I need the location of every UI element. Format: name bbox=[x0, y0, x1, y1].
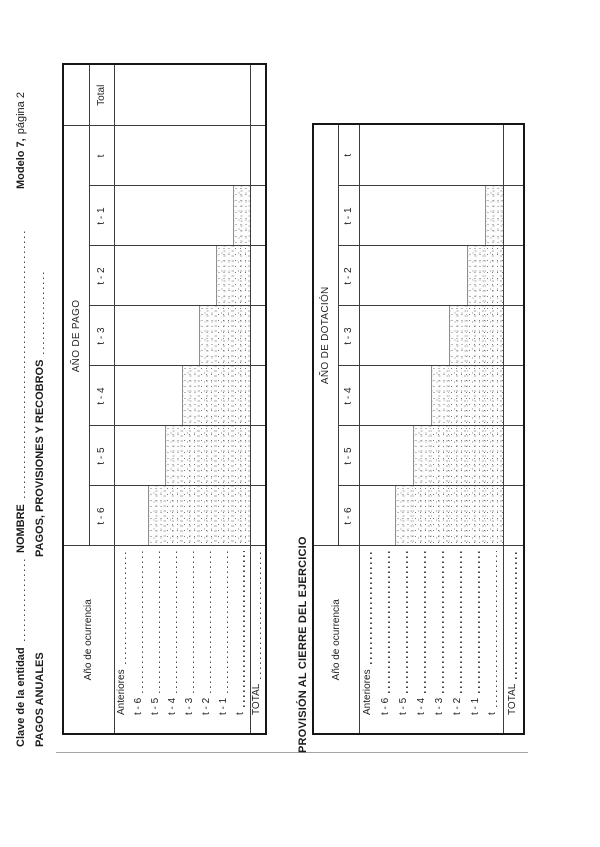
row-label-t5: t - 5 bbox=[395, 546, 413, 734]
name-field bbox=[15, 227, 27, 553]
data-cell bbox=[165, 366, 182, 426]
blocked-cell bbox=[165, 426, 182, 486]
total-cell bbox=[250, 64, 266, 126]
data-cell bbox=[377, 186, 395, 246]
col-header-t6: t - 6 bbox=[89, 486, 114, 546]
data-cell bbox=[413, 124, 431, 186]
dotted-leader bbox=[125, 552, 126, 665]
data-cell bbox=[449, 124, 467, 186]
col-header-total: Total bbox=[89, 64, 114, 126]
data-cell bbox=[165, 126, 182, 186]
blocked-cell bbox=[233, 306, 250, 366]
row-label-t6: t - 6 bbox=[377, 546, 395, 734]
blocked-cell bbox=[165, 486, 182, 546]
data-cell bbox=[449, 246, 467, 306]
table-row bbox=[431, 124, 449, 734]
row-label-anteriores: Anteriores bbox=[359, 546, 377, 734]
row-label-t6: t - 6 bbox=[131, 546, 148, 734]
data-cell bbox=[395, 306, 413, 366]
total-cell bbox=[503, 186, 524, 246]
data-cell bbox=[233, 126, 250, 186]
total-cell bbox=[503, 486, 524, 546]
data-cell bbox=[199, 186, 216, 246]
total-row-label: TOTAL bbox=[503, 546, 524, 734]
total-cell bbox=[503, 366, 524, 426]
table-row bbox=[413, 124, 431, 734]
entity-key-field bbox=[15, 557, 27, 747]
blocked-cell bbox=[199, 486, 216, 546]
margin-rule-line bbox=[56, 752, 528, 753]
dotted-leader bbox=[24, 229, 25, 498]
col-header-t2: t - 2 bbox=[338, 246, 359, 306]
blocked-cell bbox=[485, 186, 503, 246]
blocked-cell bbox=[485, 486, 503, 546]
data-cell bbox=[148, 64, 165, 126]
data-cell bbox=[148, 246, 165, 306]
dotted-leader bbox=[388, 552, 389, 693]
data-cell bbox=[233, 64, 250, 126]
col-header-t3: t - 3 bbox=[338, 306, 359, 366]
data-cell bbox=[131, 186, 148, 246]
payment-year-group-header: AÑO DE PAGO bbox=[63, 126, 89, 546]
table-row bbox=[449, 124, 467, 734]
total-cell bbox=[503, 246, 524, 306]
data-cell bbox=[377, 124, 395, 186]
blocked-cell bbox=[199, 366, 216, 426]
row-label-t: t bbox=[233, 546, 250, 734]
blocked-cell bbox=[199, 306, 216, 366]
data-cell bbox=[413, 186, 431, 246]
total-cell bbox=[250, 126, 266, 186]
dotted-leader bbox=[142, 552, 143, 693]
data-cell bbox=[131, 64, 148, 126]
entity-key-label: Clave de la entidad bbox=[15, 647, 27, 747]
row-label-anteriores: Anteriores bbox=[114, 546, 131, 734]
data-cell bbox=[131, 126, 148, 186]
blocked-cell bbox=[233, 186, 250, 246]
provision-runoff-table bbox=[312, 123, 525, 735]
data-cell bbox=[131, 366, 148, 426]
blocked-cell bbox=[467, 366, 485, 426]
row-label-t1: t - 1 bbox=[216, 546, 233, 734]
data-cell bbox=[395, 124, 413, 186]
data-cell bbox=[216, 126, 233, 186]
total-cell bbox=[503, 124, 524, 186]
provision-year-group-header: AÑO DE DOTACIÓN bbox=[313, 124, 338, 546]
dotted-leader bbox=[227, 552, 228, 693]
table-row bbox=[114, 64, 131, 734]
col-header-t: t bbox=[89, 126, 114, 186]
data-cell bbox=[131, 246, 148, 306]
dotted-leader bbox=[370, 552, 371, 665]
data-cell bbox=[413, 246, 431, 306]
dotted-leader bbox=[43, 272, 44, 354]
occurrence-year-header: Año de ocurrencia bbox=[313, 546, 359, 734]
data-cell bbox=[377, 426, 395, 486]
data-cell bbox=[114, 126, 131, 186]
data-cell bbox=[114, 426, 131, 486]
data-cell bbox=[114, 306, 131, 366]
data-cell bbox=[131, 486, 148, 546]
blocked-cell bbox=[233, 366, 250, 426]
blocked-cell bbox=[449, 306, 467, 366]
data-cell bbox=[131, 306, 148, 366]
table-row bbox=[467, 124, 485, 734]
col-header-t6: t - 6 bbox=[338, 486, 359, 546]
data-cell bbox=[395, 426, 413, 486]
blocked-cell bbox=[467, 426, 485, 486]
data-cell bbox=[359, 186, 377, 246]
data-cell bbox=[148, 366, 165, 426]
data-cell bbox=[182, 246, 199, 306]
blocked-cell bbox=[485, 306, 503, 366]
dotted-leader bbox=[406, 552, 407, 693]
data-cell bbox=[359, 124, 377, 186]
data-cell bbox=[359, 486, 377, 546]
dotted-leader bbox=[176, 552, 177, 693]
total-column-spacer-cell bbox=[63, 64, 89, 126]
row-label-t2: t - 2 bbox=[449, 546, 467, 734]
dotted-leader bbox=[478, 552, 479, 693]
model-number: Modelo 7, bbox=[15, 138, 27, 189]
total-cell bbox=[503, 306, 524, 366]
total-row-label: TOTAL bbox=[250, 546, 266, 734]
data-cell bbox=[467, 124, 485, 186]
data-cell bbox=[148, 126, 165, 186]
table-row bbox=[182, 64, 199, 734]
payments-provisions-text: PAGOS, PROVISIONES Y RECOBROS bbox=[34, 359, 46, 557]
dotted-leader bbox=[193, 552, 194, 693]
data-cell bbox=[165, 306, 182, 366]
blocked-cell bbox=[395, 486, 413, 546]
dotted-leader bbox=[159, 552, 160, 693]
total-row bbox=[503, 124, 524, 734]
data-cell bbox=[216, 186, 233, 246]
table-row bbox=[199, 64, 216, 734]
row-label-t5: t - 5 bbox=[148, 546, 165, 734]
blocked-cell bbox=[413, 426, 431, 486]
blocked-cell bbox=[467, 246, 485, 306]
data-cell bbox=[431, 306, 449, 366]
blocked-cell bbox=[485, 366, 503, 426]
blocked-cell bbox=[485, 426, 503, 486]
row-label-t3: t - 3 bbox=[182, 546, 199, 734]
total-cell bbox=[503, 426, 524, 486]
data-cell bbox=[395, 246, 413, 306]
data-cell bbox=[182, 306, 199, 366]
data-cell bbox=[182, 186, 199, 246]
dotted-leader bbox=[460, 552, 461, 693]
data-cell bbox=[431, 246, 449, 306]
blocked-cell bbox=[216, 246, 233, 306]
blocked-cell bbox=[431, 426, 449, 486]
table-row bbox=[165, 64, 182, 734]
data-cell bbox=[377, 366, 395, 426]
col-header-t2: t - 2 bbox=[89, 246, 114, 306]
data-cell bbox=[148, 306, 165, 366]
blocked-cell bbox=[431, 366, 449, 426]
blocked-cell bbox=[148, 486, 165, 546]
data-cell bbox=[431, 186, 449, 246]
total-cell bbox=[250, 486, 266, 546]
data-cell bbox=[148, 426, 165, 486]
data-cell bbox=[199, 64, 216, 126]
total-cell bbox=[250, 426, 266, 486]
data-cell bbox=[359, 306, 377, 366]
dotted-leader bbox=[515, 552, 516, 679]
data-cell bbox=[165, 186, 182, 246]
annual-payments-label: PAGOS ANUALES bbox=[34, 652, 46, 747]
data-cell bbox=[413, 366, 431, 426]
data-cell bbox=[377, 306, 395, 366]
dotted-leader bbox=[243, 552, 244, 708]
table-row bbox=[148, 64, 165, 734]
row-label-t: t bbox=[485, 546, 503, 734]
total-cell bbox=[250, 366, 266, 426]
table-row bbox=[359, 124, 377, 734]
blocked-cell bbox=[216, 426, 233, 486]
data-cell bbox=[431, 124, 449, 186]
col-header-t5: t - 5 bbox=[338, 426, 359, 486]
table-row bbox=[485, 124, 503, 734]
data-cell bbox=[413, 306, 431, 366]
table-row bbox=[131, 64, 148, 734]
data-cell bbox=[359, 426, 377, 486]
blocked-cell bbox=[467, 306, 485, 366]
col-header-t4: t - 4 bbox=[338, 366, 359, 426]
data-cell bbox=[131, 426, 148, 486]
table-row bbox=[377, 124, 395, 734]
row-label-t3: t - 3 bbox=[431, 546, 449, 734]
total-row bbox=[250, 64, 266, 734]
row-label-t4: t - 4 bbox=[165, 546, 182, 734]
dotted-leader bbox=[442, 552, 443, 693]
blocked-cell bbox=[182, 486, 199, 546]
data-cell bbox=[114, 64, 131, 126]
total-cell bbox=[250, 246, 266, 306]
payments-runoff-table bbox=[62, 63, 267, 735]
total-cell bbox=[250, 306, 266, 366]
total-cell bbox=[250, 186, 266, 246]
data-cell bbox=[199, 246, 216, 306]
blocked-cell bbox=[216, 486, 233, 546]
provision-section-title: PROVISIÓN AL CIERRE DEL EJERCICIO bbox=[297, 536, 309, 753]
blocked-cell bbox=[199, 426, 216, 486]
data-cell bbox=[216, 64, 233, 126]
blocked-cell bbox=[216, 306, 233, 366]
blocked-cell bbox=[431, 486, 449, 546]
data-cell bbox=[114, 366, 131, 426]
blocked-cell bbox=[233, 426, 250, 486]
dotted-leader bbox=[24, 559, 25, 641]
col-header-t5: t - 5 bbox=[89, 426, 114, 486]
data-cell bbox=[377, 486, 395, 546]
data-cell bbox=[359, 246, 377, 306]
col-header-t3: t - 3 bbox=[89, 306, 114, 366]
dotted-leader bbox=[496, 552, 497, 708]
blocked-cell bbox=[449, 366, 467, 426]
data-cell bbox=[114, 186, 131, 246]
blocked-cell bbox=[182, 426, 199, 486]
name-label: NOMBRE bbox=[15, 504, 27, 553]
data-cell bbox=[395, 186, 413, 246]
page-number: página 2 bbox=[15, 92, 27, 135]
data-cell bbox=[449, 186, 467, 246]
data-cell bbox=[199, 126, 216, 186]
dotted-leader bbox=[260, 552, 261, 679]
data-cell bbox=[395, 366, 413, 426]
data-cell bbox=[114, 486, 131, 546]
blocked-cell bbox=[182, 366, 199, 426]
row-label-t2: t - 2 bbox=[199, 546, 216, 734]
blocked-cell bbox=[413, 486, 431, 546]
blocked-cell bbox=[467, 486, 485, 546]
data-cell bbox=[485, 124, 503, 186]
data-cell bbox=[165, 64, 182, 126]
data-cell bbox=[148, 186, 165, 246]
blocked-cell bbox=[449, 426, 467, 486]
col-header-t1: t - 1 bbox=[338, 186, 359, 246]
model-page-label bbox=[15, 92, 27, 189]
blocked-cell bbox=[216, 366, 233, 426]
blocked-cell bbox=[485, 246, 503, 306]
data-cell bbox=[165, 246, 182, 306]
payments-provisions-title bbox=[34, 270, 46, 557]
col-header-t1: t - 1 bbox=[89, 186, 114, 246]
data-cell bbox=[182, 126, 199, 186]
data-cell bbox=[377, 246, 395, 306]
occurrence-year-header: Año de ocurrencia bbox=[63, 546, 114, 734]
blocked-cell bbox=[449, 486, 467, 546]
table-row bbox=[233, 64, 250, 734]
col-header-t4: t - 4 bbox=[89, 366, 114, 426]
table-row bbox=[216, 64, 233, 734]
data-cell bbox=[467, 186, 485, 246]
row-label-t4: t - 4 bbox=[413, 546, 431, 734]
table-row bbox=[395, 124, 413, 734]
col-header-t: t bbox=[338, 124, 359, 186]
row-label-t1: t - 1 bbox=[467, 546, 485, 734]
data-cell bbox=[359, 366, 377, 426]
dotted-leader bbox=[424, 552, 425, 693]
data-cell bbox=[114, 246, 131, 306]
blocked-cell bbox=[233, 486, 250, 546]
data-cell bbox=[182, 64, 199, 126]
blocked-cell bbox=[233, 246, 250, 306]
dotted-leader bbox=[210, 552, 211, 693]
